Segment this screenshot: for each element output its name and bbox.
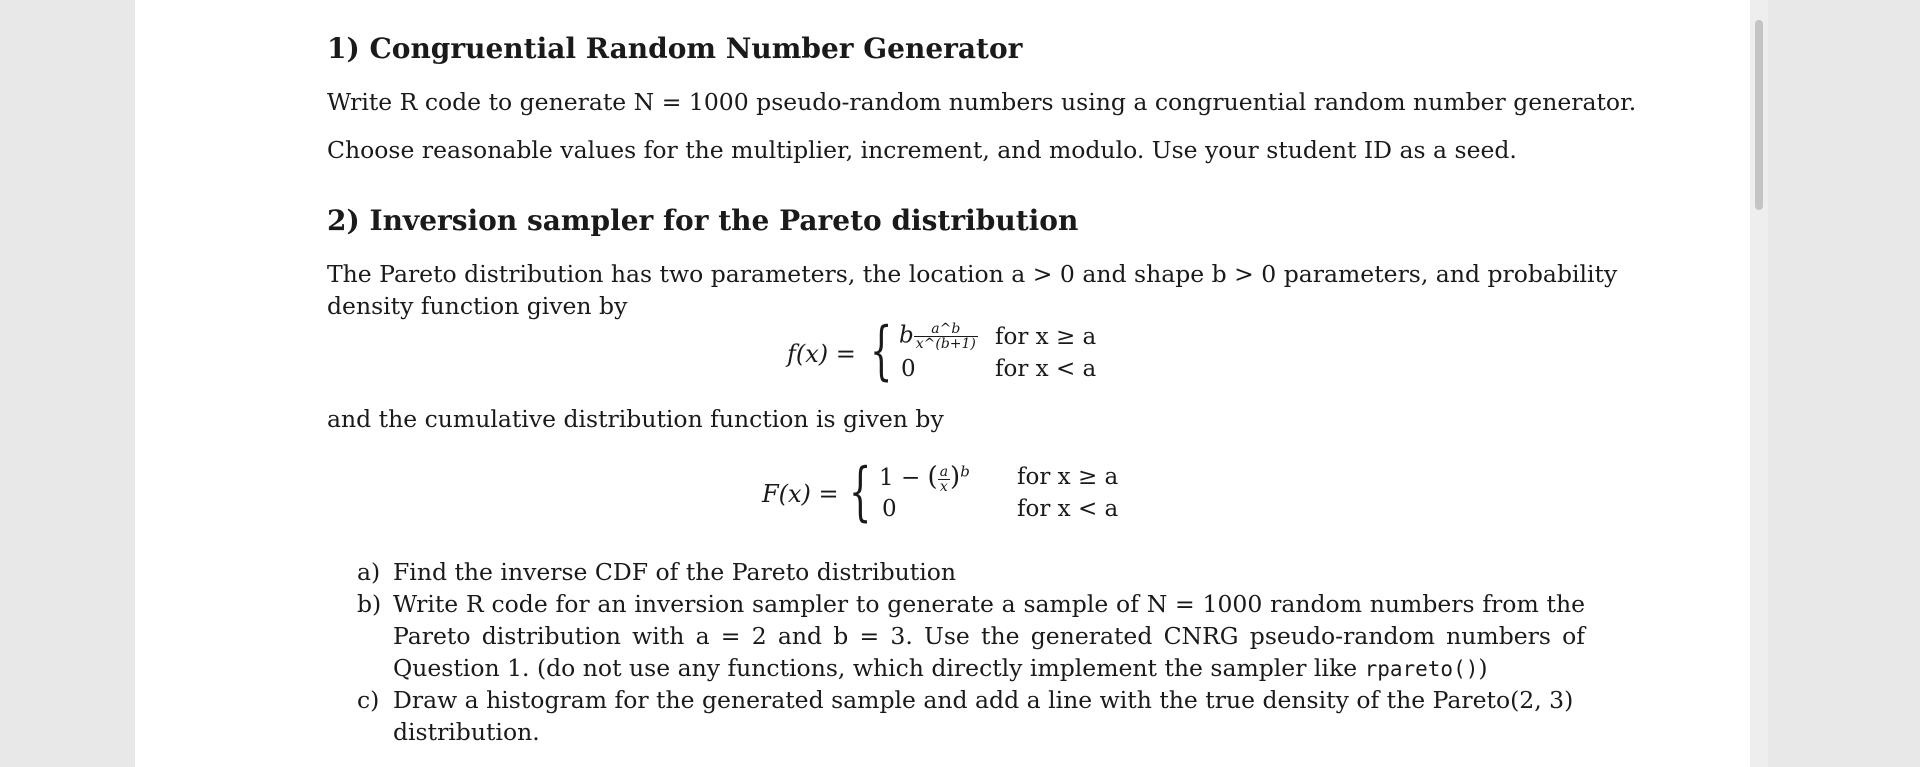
document-page — [135, 0, 1768, 767]
list-item-c-line-1: Draw a histogram for the generated sample and add a line with the true density of the Pareto(2, 3) — [393, 686, 1574, 714]
list-item-b — [357, 588, 1607, 684]
section-1-title: 1) Congruential Random Number Generator — [327, 32, 1023, 65]
scrollbar-thumb[interactable] — [1755, 20, 1763, 210]
list-item-c-label: c) — [357, 686, 380, 714]
pdf-equation — [327, 314, 1587, 390]
cdf-equation — [327, 455, 1587, 532]
cdf-brace: { — [849, 455, 872, 529]
cdf-intro: and the cumulative distribution function is given by — [327, 405, 944, 433]
section-1-paragraph-1: Write R code to generate N = 1000 pseudo-random numbers using a congruential random number generator. — [327, 88, 1637, 116]
list-item-b-line-3: Question 1. (do not use any functions, which directly implement the sampler like rpareto()) — [393, 654, 1488, 682]
list-item-c — [357, 684, 1607, 748]
pdf-case-1-expr: b $\frac{a\^{}b}{x\^{}(b+1)}$ — [899, 321, 976, 352]
list-item-b-label: b) — [357, 590, 382, 618]
list-item-a — [357, 556, 1607, 588]
list-item-b-line-1: Write R code for an inversion sampler to generate a sample of N = 1000 random numbers from the — [393, 590, 1585, 618]
section-2-title: 2) Inversion sampler for the Pareto distribution — [327, 204, 1079, 237]
cdf-case-1-expr: 1 − ( $\frac{a}{x}$ )$^b$ — [879, 462, 970, 495]
pdf-case-1-condition: for x ≥ a — [995, 324, 1097, 350]
section-2-intro-line-2: density function given by — [327, 292, 628, 320]
cdf-lhs: F(x) = — [762, 480, 839, 508]
cdf-case-1-condition: for x ≥ a — [1017, 464, 1119, 490]
cdf-case-2-expr: 0 — [882, 496, 897, 522]
list-item-a-label: a) — [357, 558, 381, 586]
pdf-case-2-expr: 0 — [901, 356, 916, 382]
list-item-b-line-2: Pareto distribution with a = 2 and b = 3. Use the generated CNRG pseudo-random numbers of — [393, 622, 1585, 650]
cdf-case-2-condition: for x < a — [1017, 496, 1119, 522]
rpareto-code: rpareto() — [1364, 657, 1479, 681]
pdf-brace: { — [870, 314, 893, 388]
pdf-lhs: f(x) = — [787, 340, 856, 368]
vertical-scrollbar[interactable] — [1750, 0, 1768, 767]
section-1-paragraph-2: Choose reasonable values for the multiplier, increment, and modulo. Use your student ID as a seed. — [327, 136, 1517, 164]
list-item-c-line-2: distribution. — [393, 718, 540, 746]
list-item-a-line-1: Find the inverse CDF of the Pareto distribution — [393, 558, 957, 586]
pdf-case-2-condition: for x < a — [995, 356, 1097, 382]
section-2-intro-line-1: The Pareto distribution has two parameters, the location a > 0 and shape b > 0 parameters, and probability — [327, 260, 1618, 288]
